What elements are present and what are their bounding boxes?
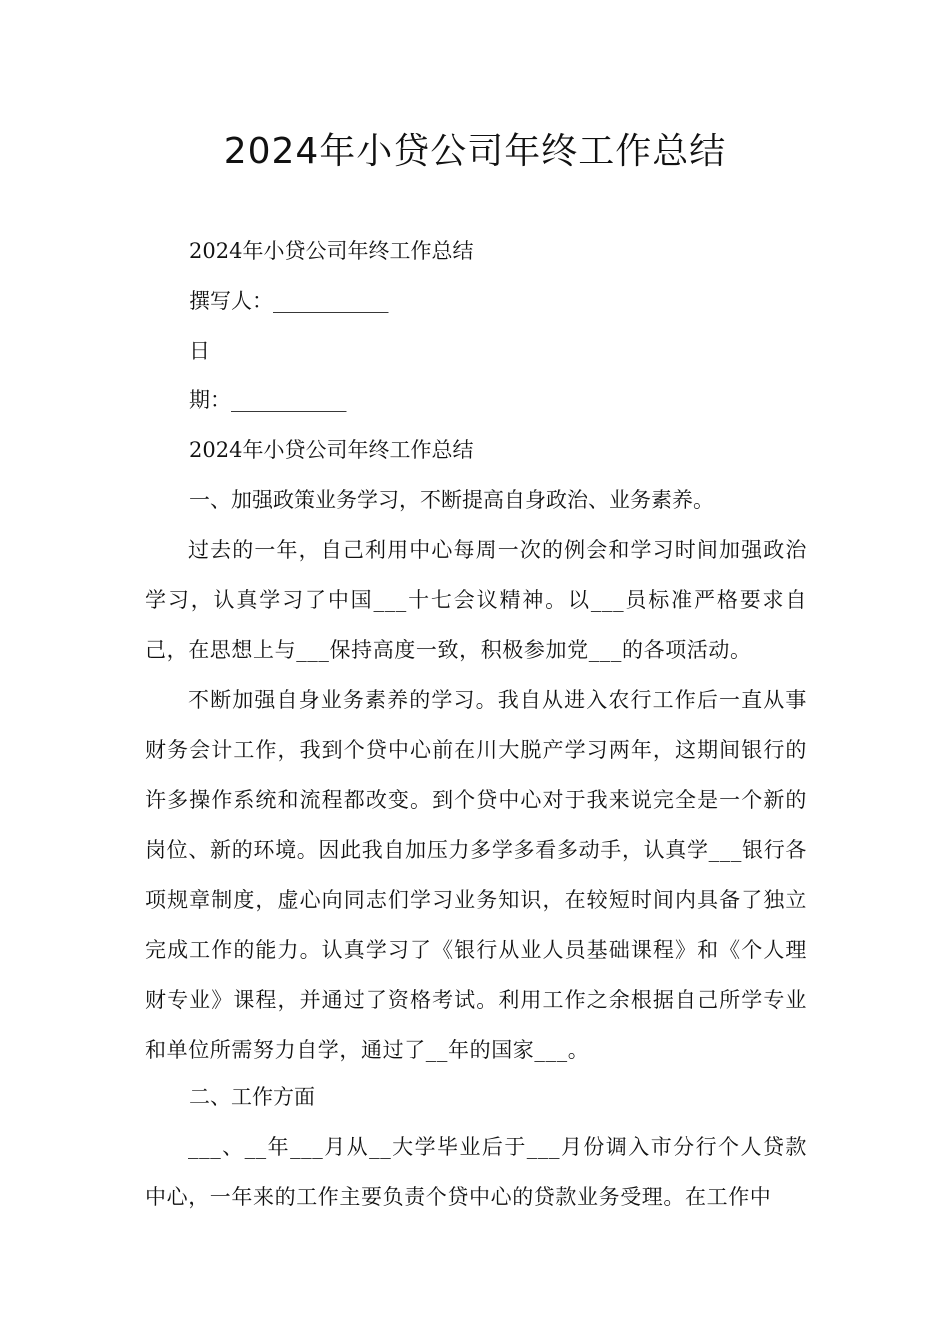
section-1-heading: 一、加强政策业务学习，不断提高自身政治、业务素养。: [189, 488, 714, 512]
subtitle-line: 2024年小贷公司年终工作总结: [189, 438, 474, 462]
paragraph-2: 不断加强自身业务素养的学习。我自从进入农行工作后一直从事财务会计工作，我到个贷中心前在川大脱产学习两年，这期间银行的许多操作系统和流程都改变。到个贷中心对于我来说完全是一个新的岗位、新的环境。因此我自加压力多学多看多动手，认真学___银行各项规章制度，虚心向同志们学习业务知识，在较短时间内具备了独立完成工作的能力。认真学习了《银行从业人员基础课程》和《个人理财专业》课程，并通过了资格考试。利用工作之余根据自己所学专业和单位所需努力自学，通过了__年的国家___。: [145, 688, 807, 1062]
date-value-line: 期：___________: [189, 388, 347, 412]
author-line: 撰写人：___________: [189, 289, 389, 313]
date-label-line: 日: [189, 339, 210, 363]
document-title: 2024年小贷公司年终工作总结: [223, 131, 727, 172]
header-title-line: 2024年小贷公司年终工作总结: [189, 239, 474, 263]
paragraph-3: ___、__年___月从__大学毕业后于___月份调入市分行个人贷款中心，一年来的工作主要负责个贷中心的贷款业务受理。在工作中: [145, 1135, 807, 1209]
paragraph-1: 过去的一年，自己利用中心每周一次的例会和学习时间加强政治学习，认真学习了中国___十七会议精神。以___员标准严格要求自己，在思想上与___保持高度一致，积极参加党___的各项活动。: [145, 538, 807, 662]
section-2-heading: 二、工作方面: [189, 1085, 315, 1109]
